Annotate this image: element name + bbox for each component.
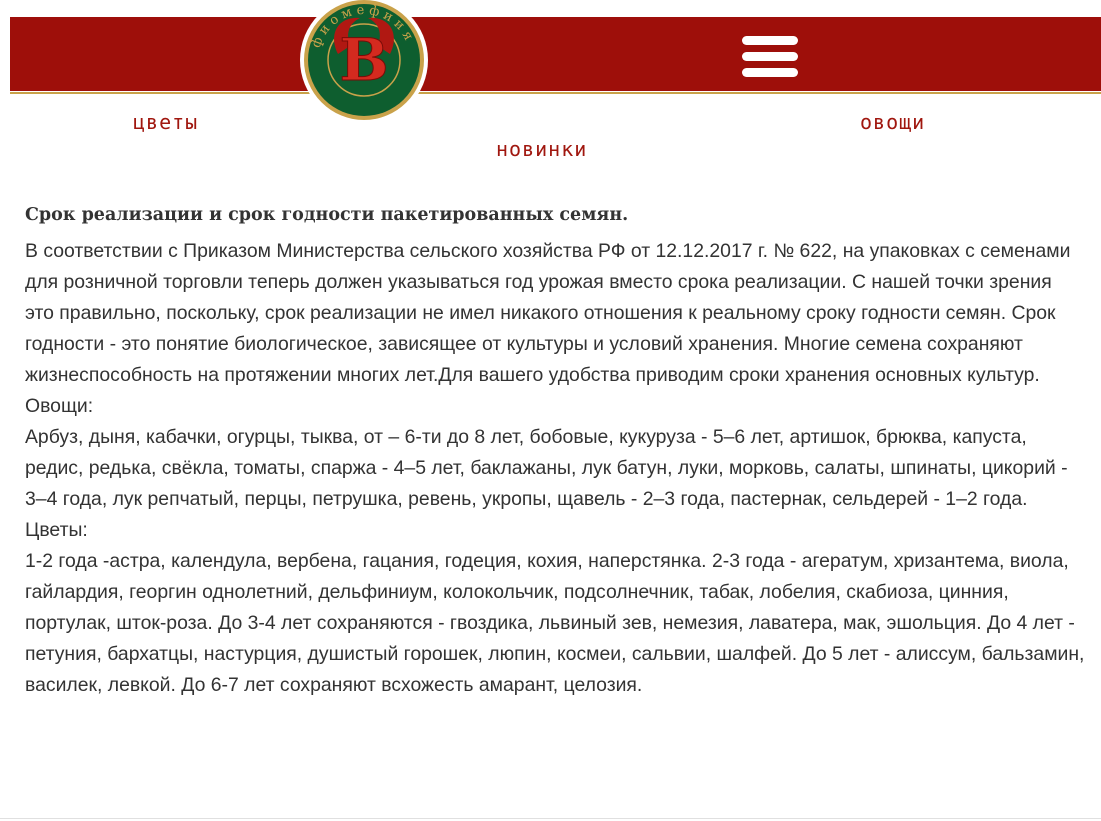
brand-logo[interactable]: [298, 0, 430, 126]
header-band: [10, 17, 1101, 91]
hamburger-icon: [742, 36, 798, 45]
section-heading-vegetables: Овощи:: [25, 395, 94, 417]
bottom-divider: [0, 818, 1101, 819]
logo-ring-text: ф и о м е ф и и я: [308, 2, 416, 50]
hamburger-icon-bar: [742, 52, 798, 61]
vegetables-text: Арбуз, дыня, кабачки, огурцы, тыква, от – 6-ти до 8 лет, бобовые, кукуруза - 5–6 лет, артишок, брюква, капуста, редис, редька, свёкла, томаты, спаржа - 4–5 лет, баклажаны, лук батун, луки, морковь, салаты, шпинаты, цикорий - 3–4 года, лук репчатый, перцы, петрушка, ревень, укропы, щавель - 2–3 года, пастернак, сельдерей - 1–2 года.: [25, 426, 1068, 510]
flowers-text: 1-2 года -астра, календула, вербена, гацания, годеция, кохия, наперстянка. 2-3 года - агератум, хризантема, виола, гайлардия, георгин однолетний, дельфиниум, колокольчик, подсолнечник, табак, лобелия, скабиоза, цинния, портулак, шток-роза. До 3-4 лет сохраняются - гвоздика, львиный зев, немезия, лаватера, мак, эшольция. До 4 лет - петуния, бархатцы, настурция, душистый горошек, люпин, космеи, сальвии, шалфей. До 5 лет - алиссум, бальзамин, василек, левкой. До 6-7 лет сохраняют всхожесть амарант, целозия.: [25, 550, 1085, 696]
nav-link-flowers[interactable]: цветы: [133, 110, 199, 134]
section-heading-flowers: Цветы:: [25, 519, 88, 541]
header-gold-line: [10, 92, 1101, 94]
hamburger-icon-bar: [742, 68, 798, 77]
article-title: Срок реализации и срок годности пакетированных семян.: [25, 205, 629, 225]
article: [25, 200, 1085, 701]
nav-link-new[interactable]: новинки: [496, 137, 588, 161]
nav-link-vegetables[interactable]: овощи: [860, 110, 926, 134]
logo-letter: B: [339, 26, 389, 94]
menu-button[interactable]: [742, 36, 798, 78]
article-intro: В соответствии с Приказом Министерства сельского хозяйства РФ от 12.12.2017 г. № 622, на упаковках с семенами для розничной торговли теперь должен указываться год урожая вместо срока реализации. С нашей точки зрения это правильно, поскольку, срок реализации не имел никакого отношения к реальному сроку годности семян. Срок годности - это понятие биологическое, зависящее от культуры и условий хранения. Многие семена сохраняют жизнеспособность на протяжении многих лет.Для вашего удобства приводим сроки хранения основных культур.: [25, 240, 1071, 386]
